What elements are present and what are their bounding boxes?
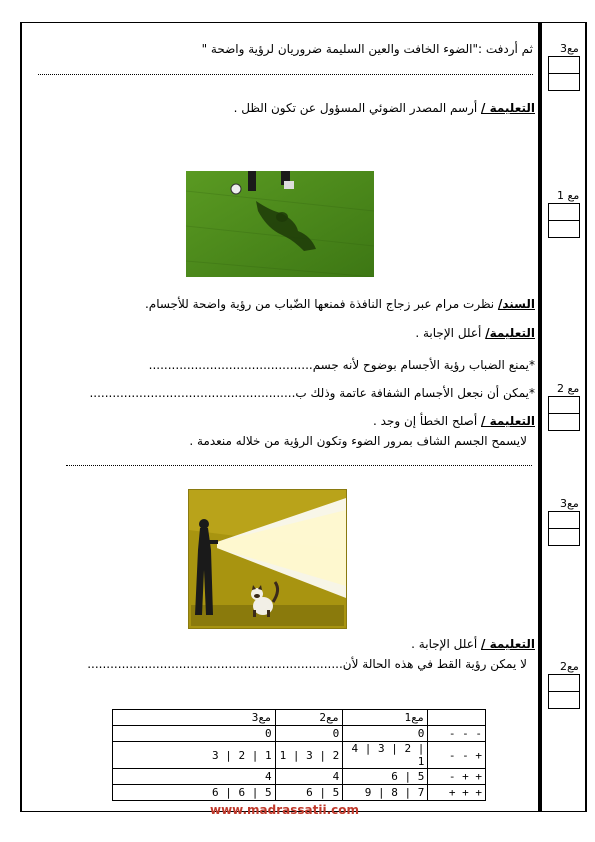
grid-cell: 3 | 2 | 1 bbox=[113, 742, 276, 769]
score-box[interactable] bbox=[548, 674, 580, 692]
task2-question-1: *يمنع الضباب رؤية الأجسام بوضوح لأنه جسم........................................... bbox=[148, 358, 535, 372]
grid-cell: 0 bbox=[275, 726, 343, 742]
top-quote: ثم أردفت :"الضوء الخافت والعين السليمة ضروريان لرؤية واضحة " bbox=[201, 42, 533, 56]
grid-header-row bbox=[113, 710, 486, 726]
task3-statement: لايسمح الجسم الشاف بمرور الضوء وتكون الرؤية من خلاله منعدمة . bbox=[189, 434, 527, 448]
task1-text: أرسم المصدر الضوئي المسؤول عن تكون الظل . bbox=[233, 101, 482, 115]
task1 bbox=[234, 101, 535, 115]
task3-label: التعليمة / bbox=[481, 414, 535, 428]
flashlight-cat-illustration bbox=[188, 489, 347, 629]
grid-cell: 4 | 3 | 2 | 1 bbox=[343, 742, 428, 769]
grid-header-cell: مع1 bbox=[343, 710, 428, 726]
grid-cell: + + + bbox=[428, 785, 486, 801]
grid-cell: 4 bbox=[113, 769, 276, 785]
grid-cell: 1 | 3 | 2 bbox=[275, 742, 343, 769]
score-box[interactable] bbox=[548, 220, 580, 238]
frame-top-border bbox=[20, 22, 587, 23]
task3 bbox=[373, 414, 535, 428]
task1-label: التعليمة / bbox=[481, 101, 535, 115]
grid-header-cell: مع3 bbox=[113, 710, 276, 726]
grid-cell: 0 bbox=[343, 726, 428, 742]
grid-cell: 0 bbox=[113, 726, 276, 742]
footer-website-link[interactable] bbox=[210, 803, 359, 817]
answer-line bbox=[38, 74, 533, 75]
grid-cell: 6 | 6 | 5 bbox=[113, 785, 276, 801]
score-label-2: مع 1 bbox=[557, 189, 580, 202]
score-label-4: مع3 bbox=[560, 497, 579, 510]
grid-cell: 6 | 5 bbox=[275, 785, 343, 801]
grading-grid bbox=[112, 709, 486, 801]
score-label-5: مع2 bbox=[560, 660, 579, 673]
grid-cell: - - + bbox=[428, 742, 486, 769]
frame-right-border bbox=[585, 22, 587, 812]
context-text: نظرت مرام عبر زجاج النافذة فمنعها الضّباب من رؤية واضحة للأجسام. bbox=[144, 297, 498, 311]
score-label-3: مع 2 bbox=[557, 382, 580, 395]
task4-question-1: لا يمكن رؤية القط في هذه الحالة لأن................................................................... bbox=[87, 657, 527, 671]
score-box[interactable] bbox=[548, 73, 580, 91]
frame-left-border bbox=[20, 22, 22, 812]
grid-header-cell bbox=[428, 710, 486, 726]
context-label: السند/ bbox=[497, 297, 535, 311]
task2-text: أعلل الإجابة . bbox=[415, 326, 486, 340]
grid-cell: - + + bbox=[428, 769, 486, 785]
score-label-1: مع3 bbox=[560, 42, 579, 55]
grid-cell: 9 | 8 | 7 bbox=[343, 785, 428, 801]
score-box[interactable] bbox=[548, 413, 580, 431]
task4 bbox=[411, 637, 535, 651]
grid-row bbox=[113, 769, 486, 785]
context bbox=[145, 297, 535, 311]
grid-cell: 6 | 5 bbox=[343, 769, 428, 785]
soccer-shadow-photo bbox=[186, 171, 374, 277]
score-box[interactable] bbox=[548, 691, 580, 709]
grid-row bbox=[113, 742, 486, 769]
grid-row bbox=[113, 726, 486, 742]
score-box[interactable] bbox=[548, 528, 580, 546]
task3-text: أصلح الخطأ إن وجد . bbox=[372, 414, 482, 428]
task4-text: أعلل الإجابة . bbox=[411, 637, 482, 651]
task4-label: التعليمة / bbox=[481, 637, 535, 651]
score-box[interactable] bbox=[548, 396, 580, 414]
task2 bbox=[415, 326, 535, 340]
task2-label: التعليمة/ bbox=[485, 326, 535, 340]
grid-row bbox=[113, 785, 486, 801]
answer-line bbox=[66, 465, 532, 466]
score-column-separator bbox=[538, 22, 542, 812]
task2-question-2: *يمكن أن نجعل الأجسام الشفافة عاتمة وذلك ب...................................................... bbox=[89, 386, 535, 400]
score-box[interactable] bbox=[548, 203, 580, 221]
grid-cell: 4 bbox=[275, 769, 343, 785]
score-box[interactable] bbox=[548, 56, 580, 74]
score-box[interactable] bbox=[548, 511, 580, 529]
grid-header-cell: مع2 bbox=[275, 710, 343, 726]
footer-text: www.madrassatii.com bbox=[210, 803, 360, 817]
grid-cell: - - - bbox=[428, 726, 486, 742]
